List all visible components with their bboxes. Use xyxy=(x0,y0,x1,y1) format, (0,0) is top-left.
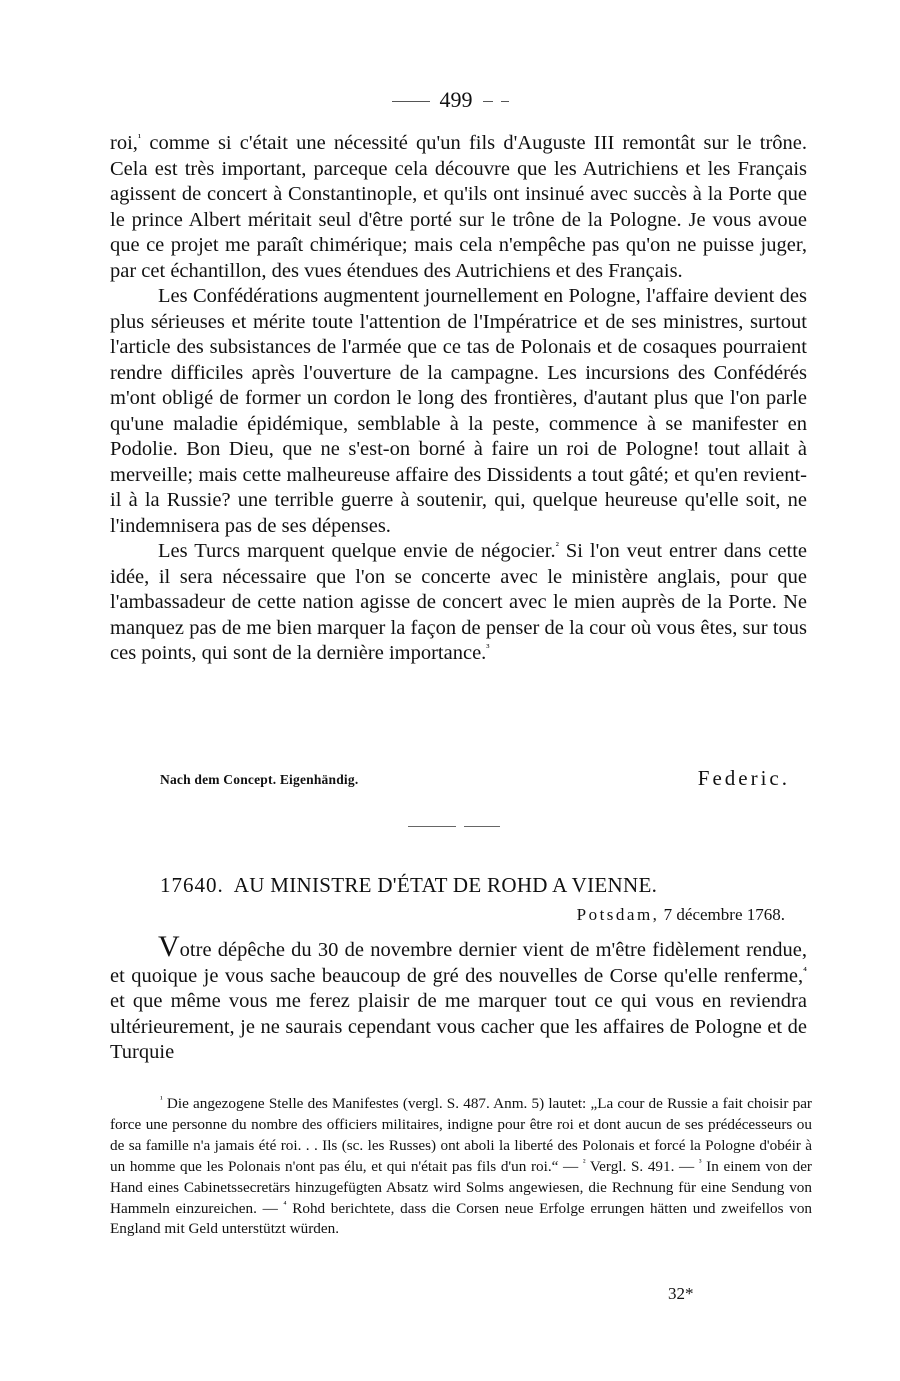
letter-1-closing xyxy=(160,766,790,794)
page-header xyxy=(0,86,900,114)
place-name: Potsdam, xyxy=(576,905,660,924)
footnote-ref-4[interactable]: ⁴ xyxy=(803,964,807,977)
letter-1-paragraph-1: roi,$^{^1}$ comme si c'était une nécessité qu'un fils d'Auguste III remontât sur le trône. Cela est très important, parceque cela découvre que les Autrichiens et les Français agissent de concert à Constantinople, et qu'ils ont insinué avec succès à la Porte que le prince Albert méritait seul d'être porté sur le trône de la Pologne. Je vous avoue que ce projet me paraît chimérique; mais cela n'empêche pas qu'on ne puisse juger, par cet échantillon, des vues étendues des Autrichiens et des Français. xyxy=(110,132,807,282)
letter-2-dateline xyxy=(577,904,785,926)
footnote-3-marker: ³ xyxy=(698,1156,702,1167)
page-number: 499 xyxy=(439,87,473,112)
footnotes xyxy=(110,1094,812,1240)
footnote-ref-2[interactable]: ² xyxy=(555,540,559,553)
letter-title: AU MINISTRE D'ÉTAT DE ROHD A VIENNE. xyxy=(233,873,658,897)
letter-2-paragraph-1: Votre dépêche du 30 de novembre dernier vient de m'être fidèlement rendue, et quoique je vous sache beaucoup de gré des nouvelles de Corse qu'elle renferme,$^{^4}$ et que même vous me ferez plaisir de me marquer tout ce qui vous en reviendra ultérieurement, je ne saurais cependant vous cacher que les affaires de Pologne et de Turquie xyxy=(110,930,807,1063)
letter-1-body xyxy=(110,131,807,667)
signature-mark: 32* xyxy=(668,1284,694,1303)
letter-1-paragraph-2: Les Confédérations augmentent journellement en Pologne, l'affaire devient des plus sérieuses et mérite toute l'attention de l'Impératrice et de ses ministres, surtout l'article des subsistances de l'armée que ce tas de Polonais et de cosaques pourraient rendre difficiles après l'ouverture de la campagne. Les incursions des Confédérés m'ont obligé de former un cordon le long des frontières, d'autant plus que l'on parle qu'une maladie épidémique, semblable à la peste, commence à se manifester en Podolie. Bon Dieu, que ne s'est-on borné à faire un roi de Pologne! tout allait à merveille; mais cette malheureuse affaire des Dissidents a tout gâté; et qu'en revient-il à la Russie? une terrible guerre à soutenir, qui, quelque heureuse qu'elle soit, ne l'indemnisera pas de ses dépenses. xyxy=(110,285,807,537)
letter-1-paragraph-3: Les Turcs marquent quelque envie de négocier.$^{^2}$ Si l'on veut entrer dans cette idée, il sera nécessaire que l'on se concerte avec le ministère anglais, pour que l'ambassadeur de cette nation agisse de concert avec le mien auprès de la Porte. Ne manquez pas de me bien marquer la façon de penser de la cour où vous êtes, sur tous ces points, qui sont de la dernière importance.$^{^3}$ xyxy=(110,540,807,664)
header-rule-left xyxy=(392,101,430,102)
source-note: Nach dem Concept. Eigenhändig. xyxy=(160,772,359,787)
header-rule-right-2 xyxy=(501,101,509,102)
footnote-2-marker: ² xyxy=(582,1156,586,1167)
header-rule-right xyxy=(483,101,493,102)
footnote-1-marker: ¹ xyxy=(160,1093,163,1104)
footnote-4-marker: ⁴ xyxy=(283,1198,287,1209)
footnote-ref-3[interactable]: ³ xyxy=(486,642,490,655)
drop-letter: V xyxy=(158,930,180,963)
letter-date: 7 décembre 1768. xyxy=(663,905,785,924)
letter-2-body xyxy=(110,930,807,1066)
section-separator xyxy=(408,826,500,828)
letter-2-heading xyxy=(160,872,800,898)
footnotes-text: $^{^1}$ Die angezogene Stelle des Manifestes (vergl. S. 487. Anm. 5) lautet: „La cour de Russie a fait choisir par force une personne du nombre des officiers militaires, indigne pour être roi et dont aucun de ses prédécesseurs ou de sa famille n'a jamais été roi. . . Ils (sc. les Russes) ont aboli la liberté des Polonais et forcé la Pologne d'obéir à un homme que les Polonais n'ont pas élu, et qui n'était pas fils d'un roi.“ — $^{^2}$ Vergl. S. 491. — $^{^3}$ In einem von der Hand eines Cabinetssecretärs hinzugefügten Absatz wird Solms angewiesen, die Rechnung für eine Sendung von Hammeln einzureichen. — $^{^4}$ Rohd berichtete, dass die Corsen neue Erfolge errungen hätten und zweifellos von England mit Geld unterstützt würden. xyxy=(110,1093,813,1238)
footnote-ref-1[interactable]: ¹ xyxy=(137,132,142,145)
signature: Federic. xyxy=(697,766,790,790)
letter-number: 17640. xyxy=(160,873,224,897)
